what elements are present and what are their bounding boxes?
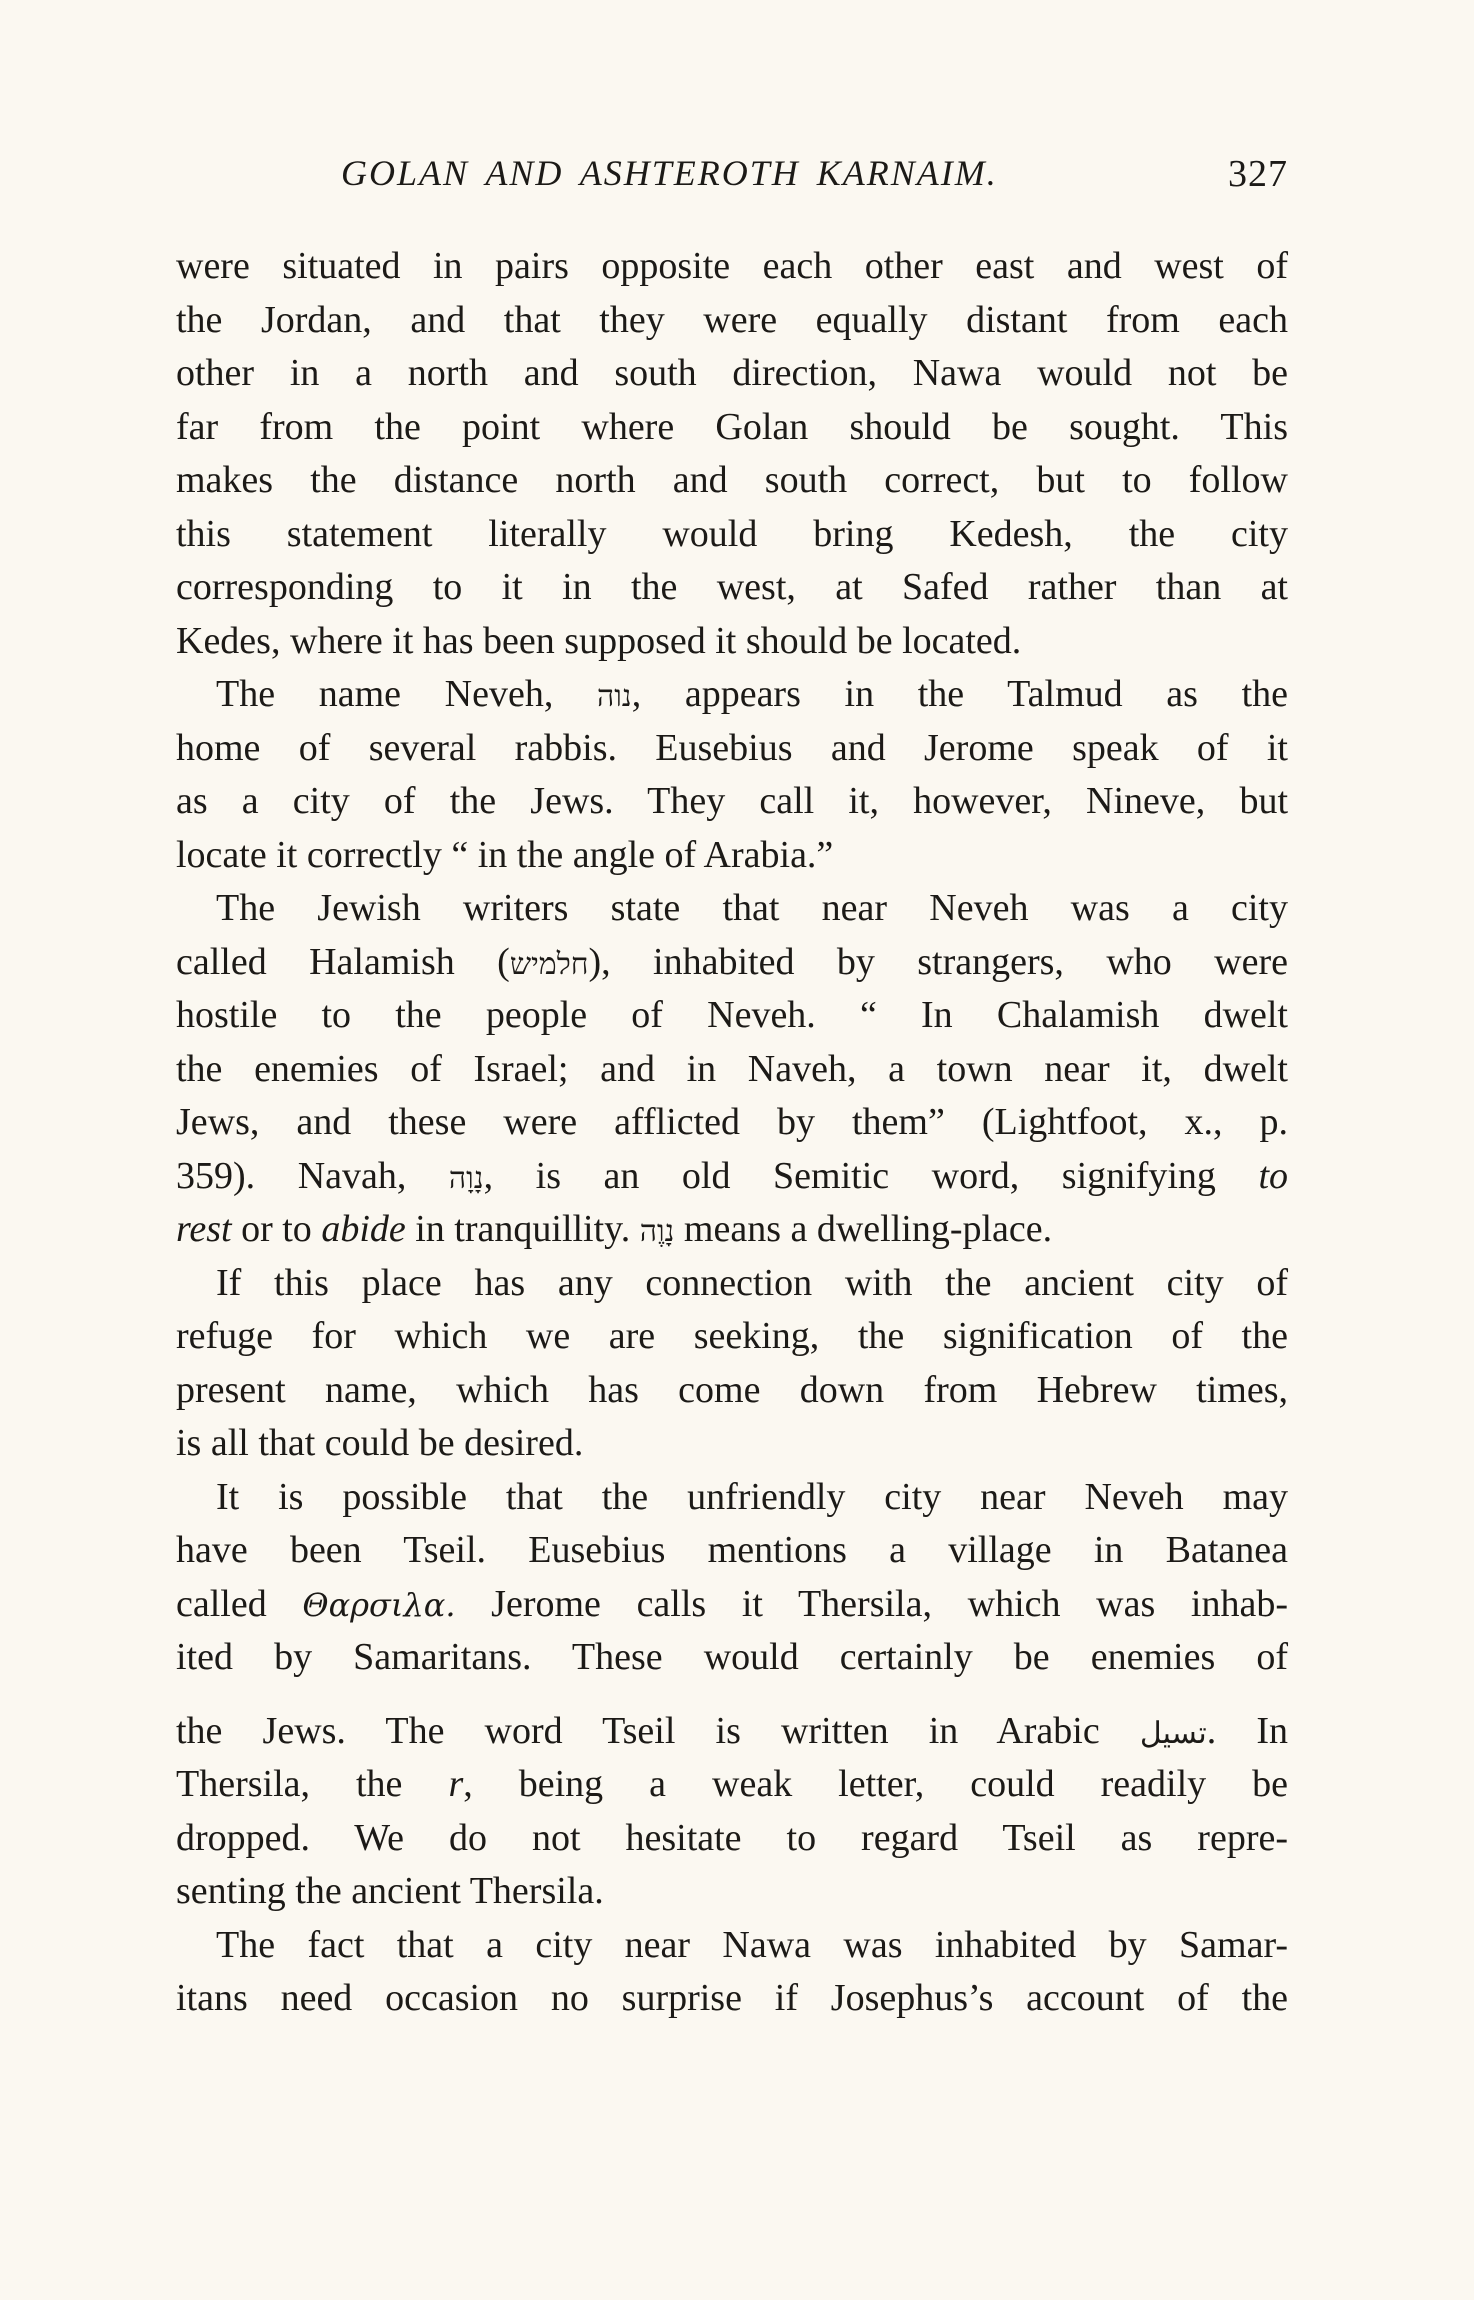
text-line: The Jewish writers state that near Neveh was a city: [216, 887, 1288, 929]
text-line: itans need occasion no surprise if Josephus’s account of the: [176, 1977, 1288, 2019]
text-line: the enemies of Israel; and in Naveh, a town near it, dwelt: [176, 1047, 1288, 1090]
text-line: It is possible that the unfriendly city near Neveh may: [216, 1475, 1288, 1518]
page-number: 327: [1228, 153, 1288, 195]
text-fragment: called: [176, 1582, 267, 1625]
text-line: senting the ancient Thersila.: [176, 1870, 604, 1912]
text-line: Kedes, where it has been supposed it should be located.: [176, 619, 1022, 662]
text-fragment: or to: [241, 1208, 312, 1250]
text-fragment: The name Neveh,: [216, 673, 554, 715]
text-line: The fact that a city near Nawa was inhabited by Samar-: [216, 1923, 1288, 1966]
text-fragment: 359). Navah,: [176, 1154, 407, 1197]
italic-word: abide: [321, 1208, 406, 1250]
hebrew-word: נָוֶה: [639, 1214, 675, 1249]
running-head: [176, 148, 1288, 208]
hebrew-word: נָוָה: [448, 1160, 484, 1196]
text-line: [176, 1705, 1288, 1759]
text-line: [176, 1203, 1288, 1257]
text-line: were situated in pairs opposite each other east and west of: [176, 245, 1288, 287]
text-line: present name, which has come down from Hebrew times,: [176, 1368, 1288, 1411]
text-fragment: . In: [1206, 1709, 1289, 1752]
text-line: hostile to the people of Neveh. “ In Chalamish dwelt: [176, 994, 1288, 1036]
text-line: is all that could be desired.: [176, 1422, 584, 1464]
running-title: GOLAN AND ASHTEROTH KARNAIM.: [341, 153, 998, 193]
italic-word: r: [448, 1763, 464, 1805]
text-line: ited by Samaritans. These would certainly be enemies of: [176, 1636, 1288, 1678]
text-line: [176, 936, 1288, 990]
text-line: as a city of the Jews. They call it, however, Nineve, but: [176, 780, 1288, 822]
text-fragment: means a dwelling-place.: [683, 1208, 1053, 1250]
text-line: home of several rabbis. Eusebius and Jerome speak of it: [176, 726, 1288, 769]
body-text: [176, 240, 1288, 2026]
text-fragment: , is an old Semitic word, signifying: [483, 1154, 1216, 1197]
italic-word: to: [1258, 1154, 1289, 1197]
text-line: this statement literally would bring Kedesh, the city: [176, 512, 1288, 555]
arabic-word: تسيل: [1139, 1715, 1207, 1751]
greek-word: Θαρσιλα.: [302, 1585, 456, 1624]
text-fragment: Thersila, the: [176, 1763, 403, 1805]
text-line: Jews, and these were afflicted by them” (Lightfoot, x., p.: [176, 1101, 1288, 1143]
text-fragment: in tranquillity.: [415, 1208, 631, 1250]
text-line: If this place has any connection with the ancient city of: [216, 1261, 1288, 1304]
text-fragment: the Jews. The word Tseil is written in Arabic: [176, 1709, 1100, 1752]
text-fragment: , appears in the Talmud as the: [631, 673, 1289, 715]
text-line: have been Tseil. Eusebius mentions a village in Batanea: [176, 1529, 1288, 1571]
text-line: other in a north and south direction, Nawa would not be: [176, 352, 1288, 394]
text-line: [176, 1758, 1288, 1812]
text-line: makes the distance north and south correct, but to follow: [176, 459, 1288, 501]
text-line: far from the point where Golan should be sought. This: [176, 405, 1288, 448]
text-fragment: called Halamish (: [176, 940, 510, 983]
text-line: locate it correctly “ in the angle of Arabia.”: [176, 833, 834, 876]
text-line: [176, 1150, 1288, 1204]
text-fragment: ), inhabited by strangers, who were: [588, 940, 1288, 983]
hebrew-word: חלמיש: [509, 946, 589, 982]
text-line: [176, 668, 1288, 722]
text-line: dropped. We do not hesitate to regard Tseil as repre-: [176, 1816, 1288, 1859]
text-fragment: , being a weak letter, could readily be: [463, 1763, 1289, 1805]
text-line: [176, 1578, 1288, 1632]
text-line: the Jordan, and that they were equally distant from each: [176, 298, 1288, 341]
hebrew-word: נוה: [597, 679, 632, 714]
text-fragment: Jerome calls it Thersila, which was inhab-: [491, 1582, 1289, 1625]
text-line: refuge for which we are seeking, the signification of the: [176, 1315, 1288, 1357]
italic-word: rest: [176, 1208, 232, 1250]
text-line: corresponding to it in the west, at Safed rather than at: [176, 566, 1288, 608]
